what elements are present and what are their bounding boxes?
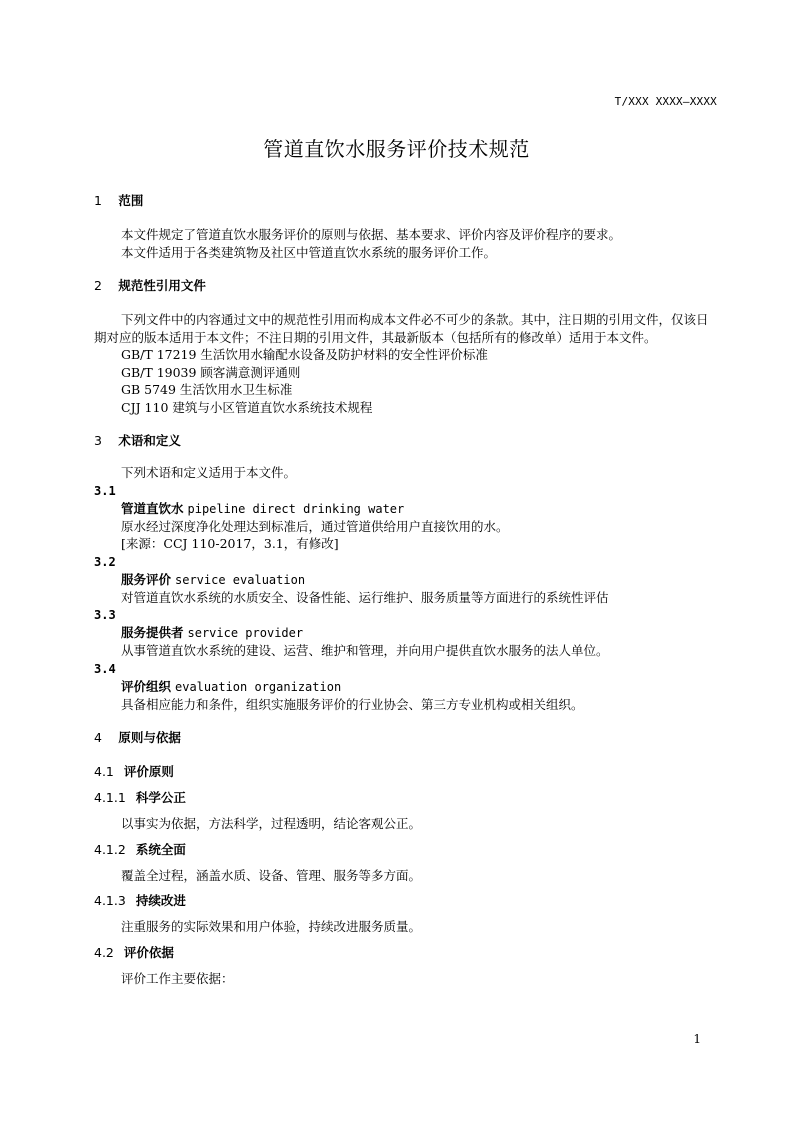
- term-definition: 对管道直饮水系统的水质安全、设备性能、运行维护、服务质量等方面进行的系统性评估: [121, 589, 609, 605]
- paragraph: 本文件规定了管道直饮水服务评价的原则与依据、基本要求、评价内容及评价程序的要求。: [121, 227, 622, 242]
- reference-item: GB/T 19039 顾客满意测评通则: [121, 364, 301, 380]
- section-title: 原则与依据: [118, 730, 181, 745]
- page-number: 1: [693, 1032, 701, 1046]
- paragraph: 下列术语和定义适用于本文件。: [121, 465, 297, 480]
- paragraph: 本文件适用于各类建筑物及社区中管道直饮水系统的服务评价工作。: [121, 244, 497, 260]
- standard-code: T/XXX XXXX—XXXX: [614, 95, 717, 108]
- term-name: 服务评价 service evaluation: [121, 571, 306, 587]
- subsubsection-heading: 4.1.2 系统全面: [94, 841, 186, 857]
- subsubsection-heading: 4.1.3 持续改进: [94, 893, 186, 908]
- section-heading-4: [94, 729, 720, 747]
- paragraph: 评价工作主要依据：: [121, 970, 234, 986]
- paragraph: 注重服务的实际效果和用户体验，持续改进服务质量。: [121, 919, 422, 934]
- term-number: 3.2: [94, 554, 116, 569]
- section-heading-3: [94, 432, 720, 450]
- reference-item: GB/T 17219 生活饮用水输配水设备及防护材料的安全性评价标准: [121, 347, 488, 362]
- reference-item: GB 5749 生活饮用水卫生标准: [121, 382, 293, 397]
- section-title: 规范性引用文件: [118, 278, 206, 293]
- subsection-heading: 4.1 评价原则: [94, 764, 174, 779]
- paragraph: 下列文件中的内容通过文中的规范性引用而构成本文件必不可少的条款。其中，注日期的引用文件，仅该日期对应的版本适用于本文件；不注日期的引用文件，其最新版本（包括所有的修改单）适用于本文件。: [94, 312, 709, 345]
- document-body: [94, 192, 720, 987]
- term-name: 评价组织 evaluation organization: [121, 678, 342, 694]
- term-definition: 具备相应能力和条件，组织实施服务评价的行业协会、第三方专业机构或相关组织。: [121, 696, 584, 712]
- subsection-heading: 4.2 评价依据: [94, 944, 174, 960]
- term-name: 服务提供者 service provider: [121, 625, 304, 640]
- section-number: 4: [94, 730, 102, 745]
- section-title: 术语和定义: [118, 433, 181, 448]
- section-heading-1: [94, 192, 720, 210]
- section-number: 1: [94, 193, 102, 208]
- term-definition: 原水经过深度净化处理达到标准后，通过管道供给用户直接饮用的水。: [121, 518, 509, 534]
- reference-item: CJJ 110 建筑与小区管道直饮水系统技术规程: [121, 399, 373, 415]
- section-number: 3: [94, 433, 102, 448]
- term-definition: 从事管道直饮水系统的建设、运营、维护和管理，并向用户提供直饮水服务的法人单位。: [121, 643, 609, 658]
- paragraph: 覆盖全过程，涵盖水质、设备、管理、服务等多方面。: [121, 867, 422, 883]
- paragraph: 以事实为依据，方法科学，过程透明，结论客观公正。: [121, 816, 422, 831]
- subsubsection-heading: 4.1.1 科学公正: [94, 790, 186, 805]
- page-title: 管道直饮水服务评价技术规范: [263, 137, 530, 161]
- section-title: 范围: [118, 193, 144, 208]
- term-number: 3.1: [94, 483, 116, 498]
- term-name: 管道直饮水 pipeline direct drinking water: [121, 500, 405, 516]
- section-heading-2: [94, 277, 720, 295]
- section-number: 2: [94, 278, 102, 293]
- term-source: [来源：CCJ 110-2017，3.1，有修改]: [121, 536, 339, 551]
- term-number: 3.3: [94, 608, 116, 622]
- term-number: 3.4: [94, 661, 116, 676]
